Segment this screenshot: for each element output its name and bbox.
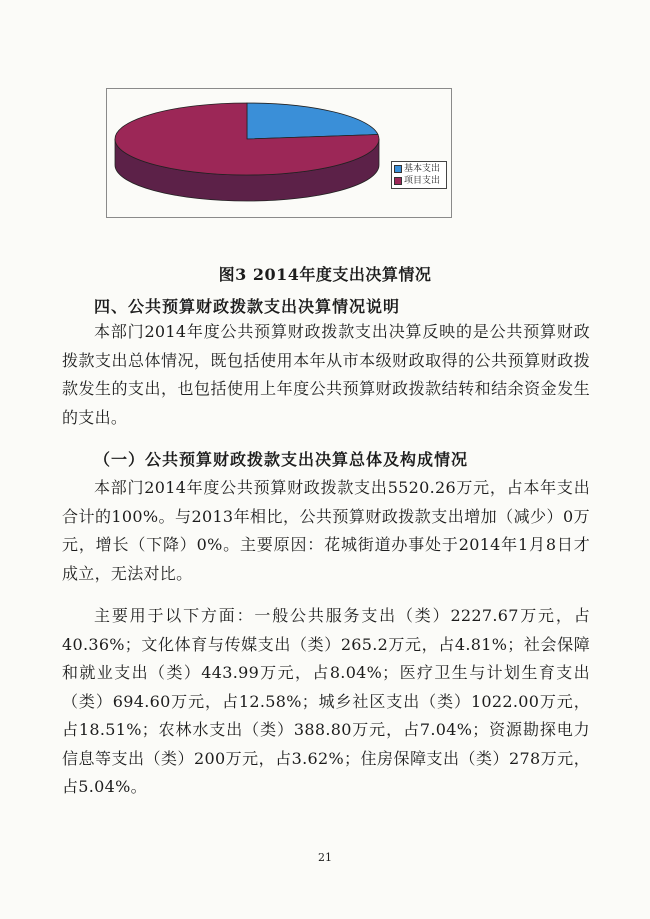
pie-chart-canvas [107, 89, 451, 217]
section-heading: 四、公共预算财政拨款支出决算情况说明 [94, 297, 401, 316]
legend-label-basic: 基本支出 [404, 164, 441, 174]
intro-paragraph: 本部门2014年度公共预算财政拨款支出决算反映的是公共预算财政拨款支出总体情况，既包括使用本年从市本级财政取得的公共预算财政拨款发生的支出，也包括使用上年度公共预算财政拨款结转和结余资金发生的支出。 [62, 322, 590, 427]
legend-swatch-basic [394, 165, 402, 173]
legend-swatch-project [394, 177, 402, 185]
sub-heading: （一）公共预算财政拨款支出决算总体及构成情况 [94, 450, 469, 469]
expenditure-pie-chart [106, 88, 452, 218]
legend-label-project: 项目支出 [404, 176, 441, 186]
composition-paragraph: 主要用于以下方面：一般公共服务支出（类）2227.67万元，占40.36%；文化体育与传媒支出（类）265.2万元，占4.81%；社会保障和就业支出（类）443.99万元，占8.04%；医疗卫生与计划生育支出（类）694.60万元，占12.58%；城乡社区支出（类）1022.00万元，占18.51%；农林水支出（类）388.80万元，占7.04%；资源勘探电力信息等支出（类）200万元，占3.62%；住房保障支出（类）278万元，占5.04%。 [62, 606, 590, 796]
legend-item-basic [394, 163, 444, 175]
page-number: 21 [318, 851, 332, 864]
chart-legend [391, 161, 447, 189]
figure-caption: 图3 2014年度支出决算情况 [218, 265, 432, 284]
pie-slice-basic [247, 103, 378, 139]
overall-paragraph: 本部门2014年度公共预算财政拨款支出5520.26万元，占本年支出合计的100%。与2013年相比，公共预算财政拨款支出增加（减少）0万元，增长（下降）0%。主要原因：花城街道办事处于2014年1月8日才成立，无法对比。 [62, 478, 590, 583]
legend-item-project [394, 175, 444, 187]
